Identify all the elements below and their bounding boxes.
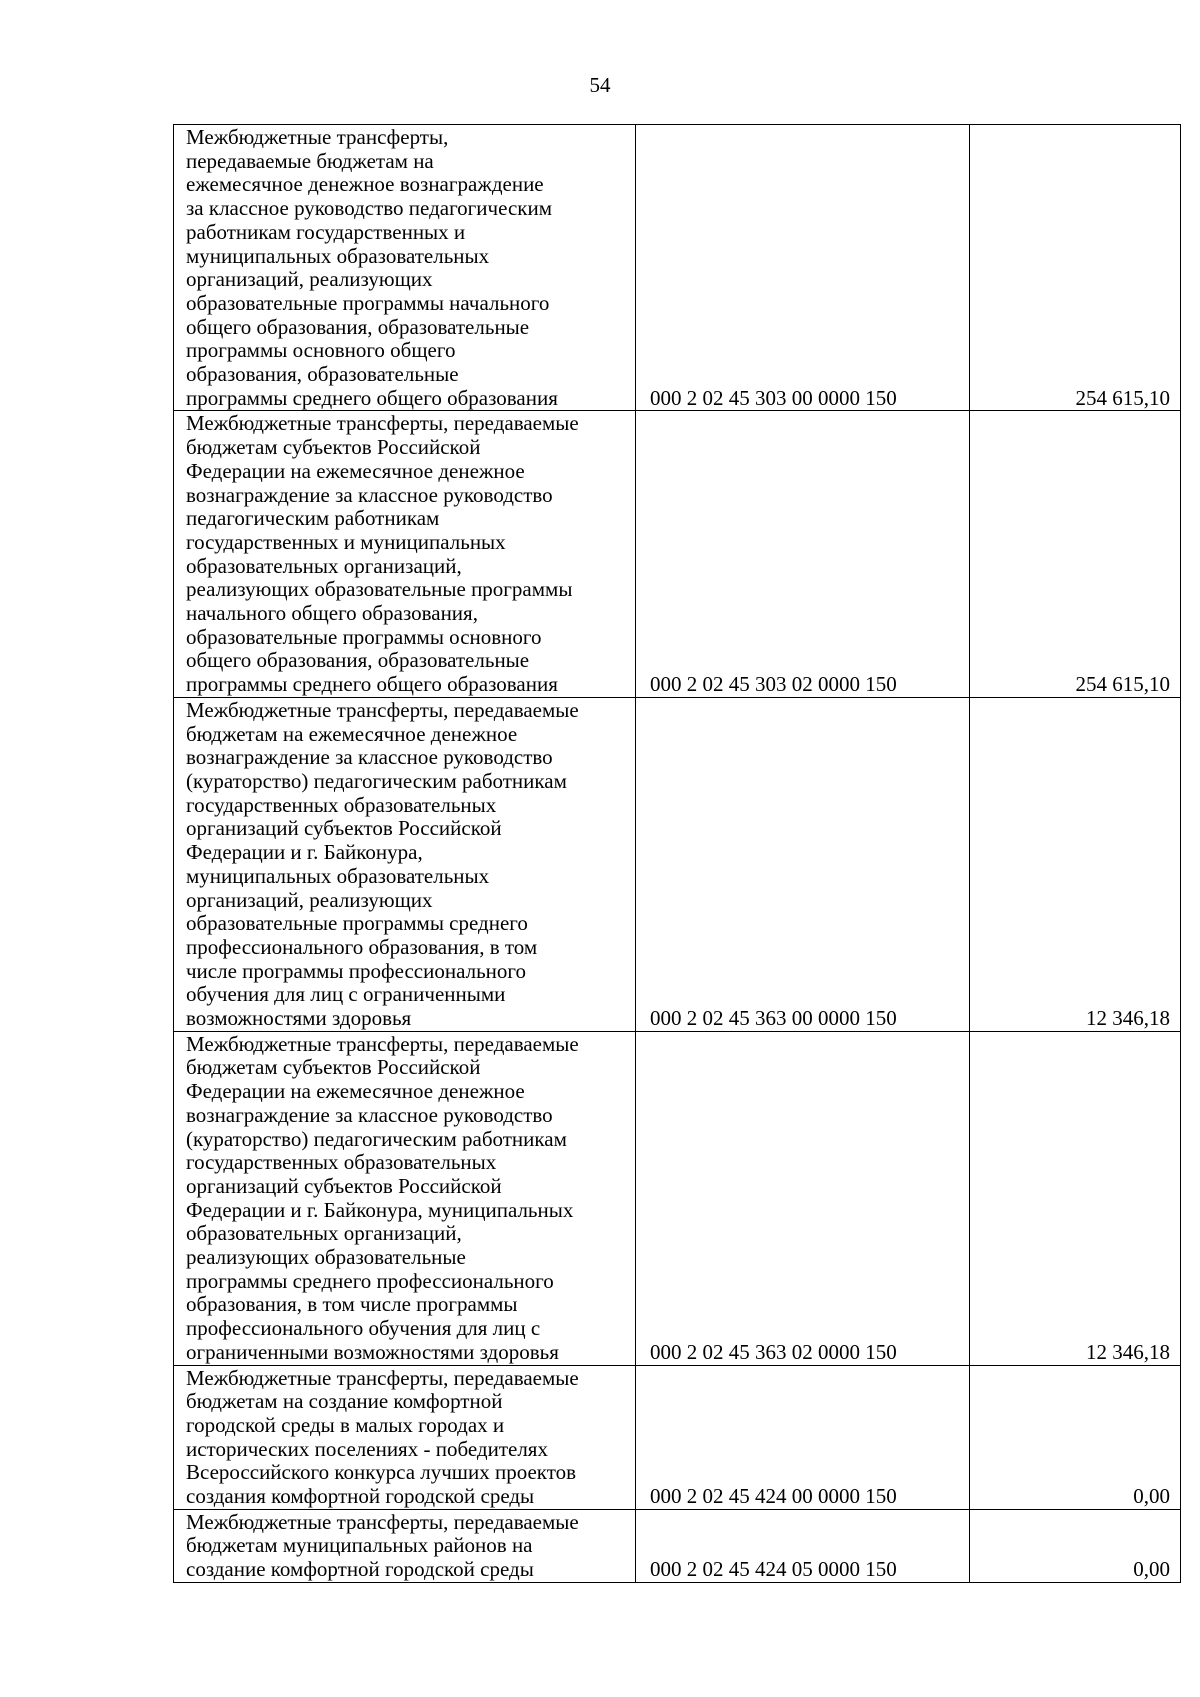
table-row [174, 1031, 1181, 1365]
description-line: передаваемые бюджетам на [186, 148, 434, 173]
transfer-description [174, 1509, 636, 1582]
table-row [174, 125, 1181, 411]
transfer-description [174, 125, 636, 411]
description-line: организаций субъектов Российской [186, 816, 502, 841]
table-row [174, 411, 1181, 697]
budget-table [173, 124, 1181, 1583]
table-row [174, 697, 1181, 1031]
description-line: бюджетам субъектов Российской [186, 1055, 481, 1080]
description-line: Межбюджетные трансферты, передаваемые [186, 697, 579, 722]
description-line: программы среднего профессионального [186, 1268, 554, 1293]
description-line: начального общего образования, [186, 601, 478, 626]
budget-code: 000 2 02 45 424 05 0000 150 [636, 1509, 970, 1582]
description-line: общего образования, образовательные [186, 648, 530, 673]
budget-code: 000 2 02 45 363 02 0000 150 [636, 1031, 970, 1365]
transfer-description [174, 1031, 636, 1365]
description-line: Межбюджетные трансферты, передаваемые [186, 411, 579, 436]
description-line: Федерации и г. Байконура, муниципальных [186, 1197, 574, 1222]
description-line: профессионального обучения для лиц с [186, 1316, 541, 1341]
description-line: образовательных организаций, [186, 1221, 462, 1246]
description-line: ограниченными возможностями здоровья [186, 1339, 559, 1364]
description-line: государственных образовательных [186, 792, 497, 817]
amount: 254 615,10 [970, 125, 1181, 411]
description-line: профессионального образования, в том [186, 934, 538, 959]
description-line: образовательных организаций, [186, 553, 462, 578]
description-line: образования, в том числе программы [186, 1292, 518, 1317]
description-line: муниципальных образовательных [186, 243, 490, 268]
description-line: организаций, реализующих [186, 887, 433, 912]
description-line: (кураторство) педагогическим работникам [186, 768, 567, 793]
amount: 12 346,18 [970, 1031, 1181, 1365]
description-line: Межбюджетные трансферты, передаваемые [186, 1509, 579, 1534]
budget-code: 000 2 02 45 303 00 0000 150 [636, 125, 970, 411]
description-line: организаций субъектов Российской [186, 1173, 502, 1198]
amount: 12 346,18 [970, 697, 1181, 1031]
table-row [174, 1365, 1181, 1509]
description-line: муниципальных образовательных [186, 863, 490, 888]
description-line: бюджетам на создание комфортной [186, 1389, 503, 1414]
amount: 0,00 [970, 1365, 1181, 1509]
description-line: образовательные программы основного [186, 624, 542, 649]
description-line: программы среднего общего образования [186, 672, 558, 697]
transfer-description [174, 1365, 636, 1509]
description-line: создание комфортной городской среды [186, 1557, 534, 1582]
description-line: Федерации на ежемесячное денежное [186, 1079, 525, 1104]
table-row [174, 1509, 1181, 1582]
description-line: Всероссийского конкурса лучших проектов [186, 1460, 577, 1485]
description-line: ежемесячное денежное вознаграждение [186, 172, 544, 197]
description-line: за классное руководство педагогическим [186, 196, 552, 221]
description-line: программы основного общего [186, 338, 456, 363]
description-line: Межбюджетные трансферты, передаваемые [186, 1031, 579, 1056]
description-line: Федерации на ежемесячное денежное [186, 458, 525, 483]
description-line: образовательные программы среднего [186, 911, 528, 936]
transfer-description [174, 697, 636, 1031]
description-line: общего образования, образовательные [186, 314, 530, 339]
description-line: образовательные программы начального [186, 290, 550, 315]
amount: 0,00 [970, 1509, 1181, 1582]
description-line: вознаграждение за классное руководство [186, 1102, 553, 1127]
description-line: бюджетам на ежемесячное денежное [186, 721, 518, 746]
description-line: организаций, реализующих [186, 267, 433, 292]
description-line: исторических поселениях - победителях [186, 1436, 548, 1461]
description-line: бюджетам муниципальных районов на [186, 1533, 533, 1558]
description-line: реализующих образовательные программы [186, 577, 573, 602]
description-line: работникам государственных и [186, 219, 466, 244]
description-line: государственных образовательных [186, 1150, 497, 1175]
description-line: Межбюджетные трансферты, передаваемые [186, 1365, 579, 1390]
description-line: бюджетам субъектов Российской [186, 435, 481, 460]
budget-code: 000 2 02 45 363 00 0000 150 [636, 697, 970, 1031]
description-line: программы среднего общего образования [186, 385, 558, 410]
description-line: государственных и муниципальных [186, 529, 506, 554]
description-line: возможностями здоровья [186, 1006, 412, 1031]
amount: 254 615,10 [970, 411, 1181, 697]
description-line: реализующих образовательные [186, 1245, 466, 1270]
description-line: числе программы профессионального [186, 958, 526, 983]
description-line: Межбюджетные трансферты, [186, 125, 449, 149]
budget-code: 000 2 02 45 424 00 0000 150 [636, 1365, 970, 1509]
description-line: образования, образовательные [186, 362, 459, 387]
budget-code: 000 2 02 45 303 02 0000 150 [636, 411, 970, 697]
description-line: педагогическим работникам [186, 506, 440, 531]
description-line: городской среды в малых городах и [186, 1412, 505, 1437]
page-number: 54 [589, 73, 611, 97]
description-line: обучения для лиц с ограниченными [186, 982, 506, 1007]
budget-table-body [174, 125, 1181, 1583]
transfer-description [174, 411, 636, 697]
description-line: вознаграждение за классное руководство [186, 745, 553, 770]
description-line: создания комфортной городской среды [186, 1484, 535, 1509]
description-line: вознаграждение за классное руководство [186, 482, 553, 507]
description-line: Федерации и г. Байконура, [186, 840, 423, 865]
description-line: (кураторство) педагогическим работникам [186, 1126, 567, 1151]
